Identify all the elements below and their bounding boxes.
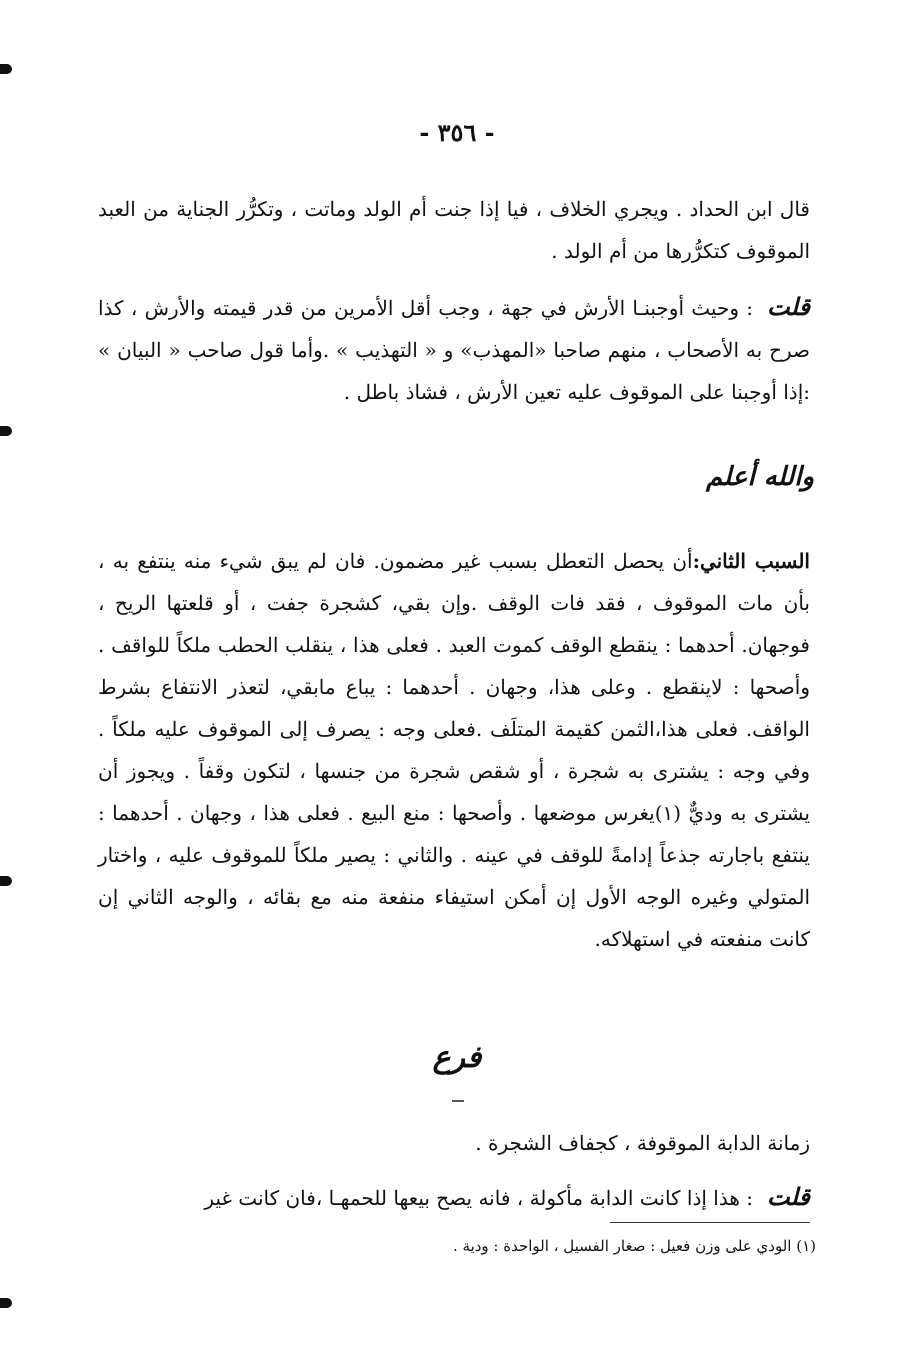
scan-edge-mark	[0, 64, 12, 74]
paragraph-3-body	[98, 540, 810, 960]
closing-phrase: والله أعلم	[706, 462, 814, 492]
paragraph-2	[98, 286, 810, 413]
page-number: - ٣٥٦ -	[419, 118, 495, 147]
heading-divider	[452, 1100, 464, 1102]
paragraph-3	[98, 540, 810, 960]
paragraph-2-text: : وحيث أوجبنـا الأرش في جهة ، وجب أقل الأمرين من قدر قيمته والأرش ، كذا صرح به الأصحاب ، منهم صاحبا «المهذب» و « التهذيب » .وأما قول صاحب « البيان » :إذا أوجبنا على الموقوف عليه تعين الأرش ، فشاذ باطل .	[98, 296, 810, 404]
paragraph-5-text: : هذا إذا كانت الدابة مأكولة ، فانه يصح بيعها للحمهـا ،فان كانت غير	[204, 1186, 754, 1210]
paragraph-4-text: زمانة الدابة الموقوفة ، كجفاف الشجرة .	[475, 1131, 810, 1155]
paragraph-4	[98, 1122, 810, 1164]
scan-edge-mark	[0, 876, 12, 886]
section-heading: فرع	[432, 1040, 482, 1075]
scan-edge-mark	[0, 1298, 12, 1308]
footnote-divider	[610, 1222, 810, 1223]
scan-edge-mark	[0, 426, 12, 436]
said-label-2: قلت	[767, 1182, 810, 1211]
paragraph-5	[98, 1176, 810, 1219]
said-label: قلت	[767, 292, 810, 321]
paragraph-1	[98, 188, 810, 272]
paragraph-2-body	[98, 286, 810, 413]
section-lead: السبب الثاني:	[692, 549, 810, 573]
footnote: (١) الودي على وزن فعيل : صغار الفسيل ، الواحدة : ودية .	[452, 1237, 816, 1255]
paragraph-5-body	[98, 1176, 810, 1219]
paragraph-3-text: أن يحصل التعطل بسبب غير مضمون. فان لم يبق شيء منه ينتفع به ، بأن مات الموقوف ، فقد فات الوقف .وإن بقي، كشجرة جفت ، أو قلعتها الريح ، فوجهان. أحدهما : ينقطع الوقف كموت العبد . فعلى هذا ، ينقلب الحطب ملكاً للواقف . وأصحها : لاينقطع . وعلى هذا، وجهان . أحدهما : يباع مابقي، لتعذر الانتفاع بشرط الواقف. فعلى هذا،الثمن كقيمة المتلَف .فعلى وجه : يصرف إلى الموقوف عليه ملكاً . وفي وجه : يشترى به شجرة ، أو شقص شجرة من جنسها ، لتكون وقفاً . ويجوز أن يشترى به وديٌّ (١)يغرس موضعها . وأصحها : منع البيع . فعلى هذا ، وجهان . أحدهما : ينتفع باجارته جذعاً إدامةً للوقف في عينه . والثاني : يصير ملكاً للموقوف عليه ، واختار المتولي وغيره الوجه الأول إن أمكن استيفاء منفعة منه مع بقائه ، والوجه الثاني إن كانت منفعته في استهلاكه.	[98, 549, 811, 951]
paragraph-1-text: قال ابن الحداد . ويجري الخلاف ، فيا إذا جنت أم الولد وماتت ، وتكرُّر الجناية من العبد الموقوف كتكرُّرها من أم الولد .	[98, 197, 810, 263]
